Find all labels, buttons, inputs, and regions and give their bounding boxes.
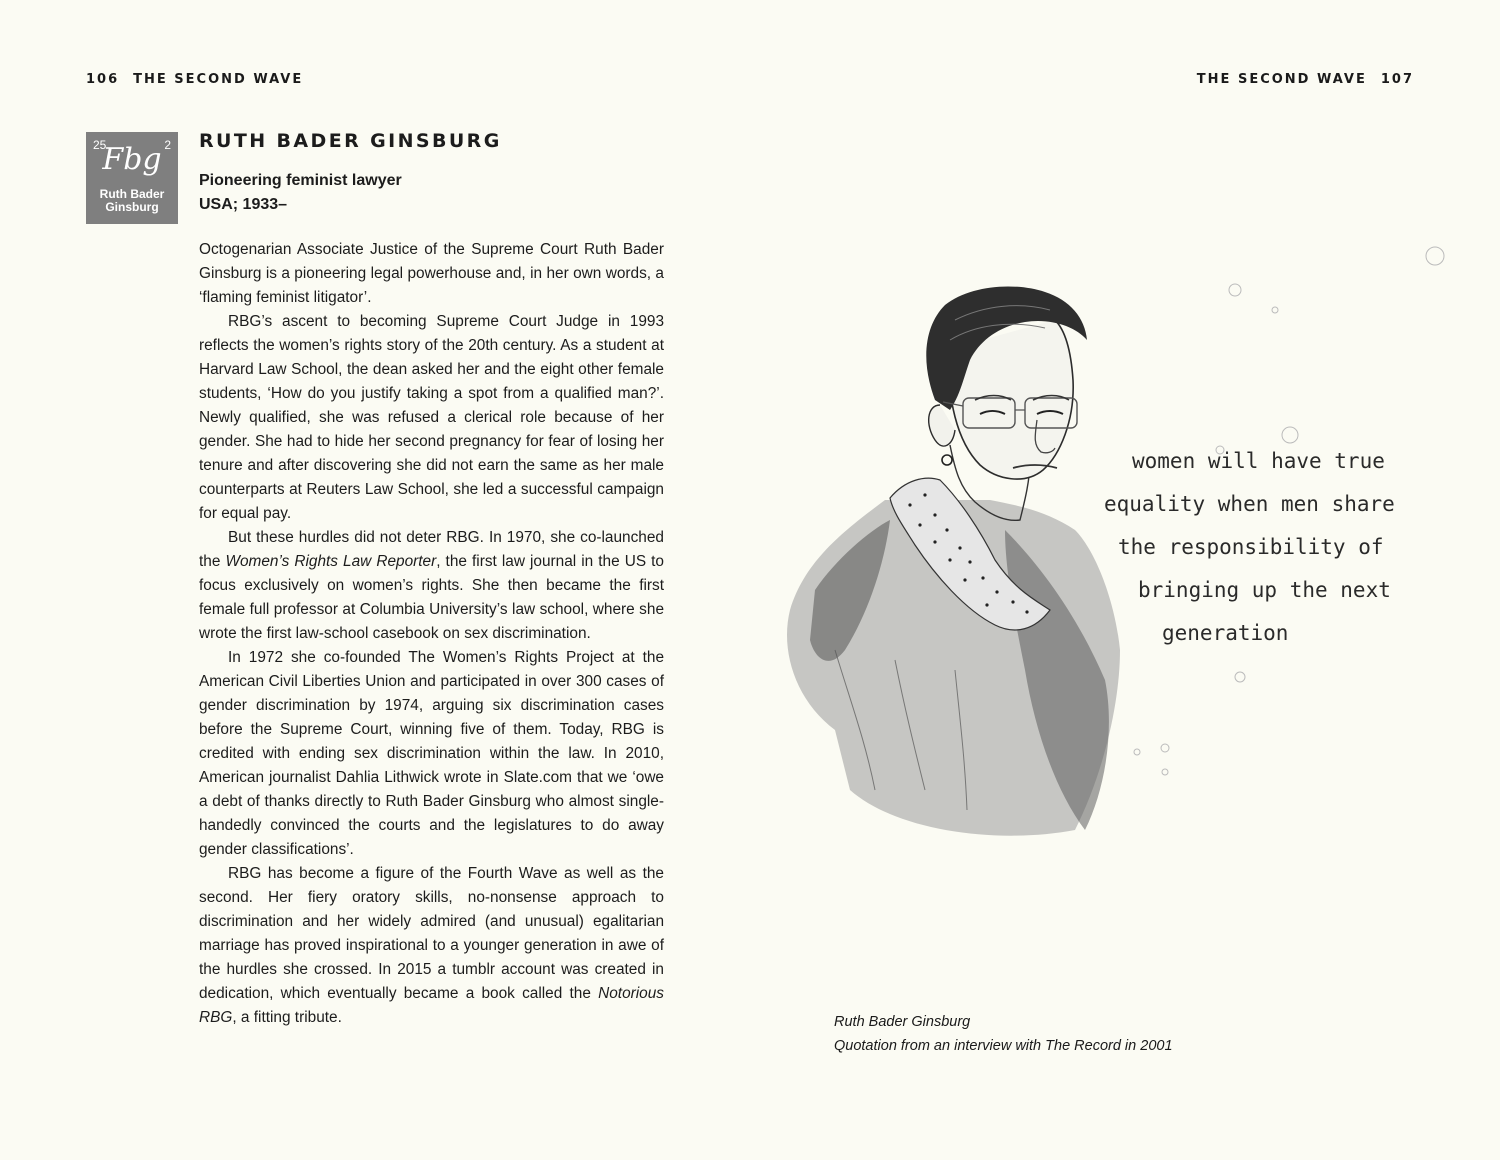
page-number-left: 106 bbox=[86, 72, 120, 87]
earring bbox=[942, 455, 952, 465]
paragraph-3-text-b: , the first law journal in the US to focus exclusively on women’s rights. She then became the first female full professor at Columbia University’s law school, where she wrote the first law-school casebook on sex discrimination. bbox=[199, 553, 664, 642]
paragraph-5-text-a: RBG has become a figure of the Fourth Wave as well as the second. Her fiery oratory skills, no-nonsense approach to discrimination and her widely admired (and unusual) egalitarian marriage has proved inspirational to a younger generation in awe of the hurdles she crossed. In 2015 a tumblr account was created in dedication, which eventually became a book called the bbox=[199, 865, 664, 1002]
book-title: Notorious RBG bbox=[199, 985, 664, 1026]
paragraph-1: Octogenarian Associate Justice of the Supreme Court Ruth Bader Ginsburg is a pioneering legal powerhouse and, in her own words, a ‘flaming feminist litigator’. bbox=[199, 241, 664, 306]
entry-origin: USA; 1933– bbox=[199, 196, 288, 213]
entry-role: Pioneering feminist lawyer bbox=[199, 172, 402, 189]
quote-line-3: the responsibility of bbox=[1118, 535, 1384, 559]
pull-quote bbox=[1100, 440, 1460, 655]
running-head-left bbox=[86, 72, 303, 87]
quote-line-1: women will have true bbox=[1132, 449, 1385, 473]
paragraph-4: In 1972 she co-founded The Women’s Rights Project at the American Civil Liberties Union and participated in over 300 cases of gender discrimination by 1974, arguing six discrimination cases before the Supreme Court, winning five of them. Today, RBG is credited with ending sex discrimination within the law. In 2010, American journalist Dahlia Lithwick wrote in Slate.com that we ‘owe a debt of thanks directly to Ruth Bader Ginsburg who almost single-handedly convinced the courts and the legislatures to do away gender classifications’. bbox=[199, 649, 664, 858]
entry-subtitle bbox=[199, 169, 402, 217]
quote-line-2: equality when men share bbox=[1104, 492, 1395, 516]
paragraph-5-text-b: , a fitting tribute. bbox=[232, 1009, 342, 1026]
ear bbox=[929, 405, 955, 446]
section-title-left: THE SECOND WAVE bbox=[133, 72, 304, 87]
element-name-line2: Ginsburg bbox=[105, 200, 159, 214]
paragraph-5 bbox=[199, 862, 664, 1030]
entry-title: RUTH BADER GINSBURG bbox=[199, 130, 502, 152]
illustration-caption bbox=[834, 1010, 1173, 1058]
caption-line-1: Ruth Bader Ginsburg bbox=[834, 1014, 971, 1030]
journal-title: Women’s Rights Law Reporter bbox=[225, 553, 437, 570]
periodic-element-tile bbox=[86, 132, 178, 224]
quote-line-4: bringing up the next bbox=[1138, 578, 1391, 602]
paragraph-3-text-a: But these hurdles did not deter RBG. In 1970, she co-launched the bbox=[199, 529, 664, 570]
element-number-right: 2 bbox=[164, 138, 171, 152]
page-number-right: 107 bbox=[1380, 72, 1414, 87]
element-name bbox=[86, 188, 178, 214]
paragraph-2: RBG’s ascent to becoming Supreme Court Judge in 1993 reflects the women’s rights story of the 20th century. As a student at Harvard Law School, the dean asked her and the eight other female students, ‘How do you justify taking a spot from a qualified man?’. Newly qualified, she was refused a clerical role because of her gender. She had to hide her second pregnancy for fear of losing her tenure and after discovering she did not earn the same as her male counterparts at Reuters Law School, she led a successful campaign for equal pay. bbox=[199, 313, 664, 522]
running-head-right bbox=[1197, 72, 1414, 87]
quote-line-5: generation bbox=[1162, 621, 1289, 645]
caption-line-2: Quotation from an interview with The Record in 2001 bbox=[834, 1038, 1173, 1054]
element-symbol: Fbg bbox=[102, 142, 162, 177]
body-text bbox=[199, 238, 664, 1030]
section-title-right: THE SECOND WAVE bbox=[1196, 72, 1367, 87]
element-number-left: 25 bbox=[93, 138, 107, 152]
paragraph-3 bbox=[199, 526, 664, 646]
element-name-line1: Ruth Bader bbox=[99, 187, 165, 201]
